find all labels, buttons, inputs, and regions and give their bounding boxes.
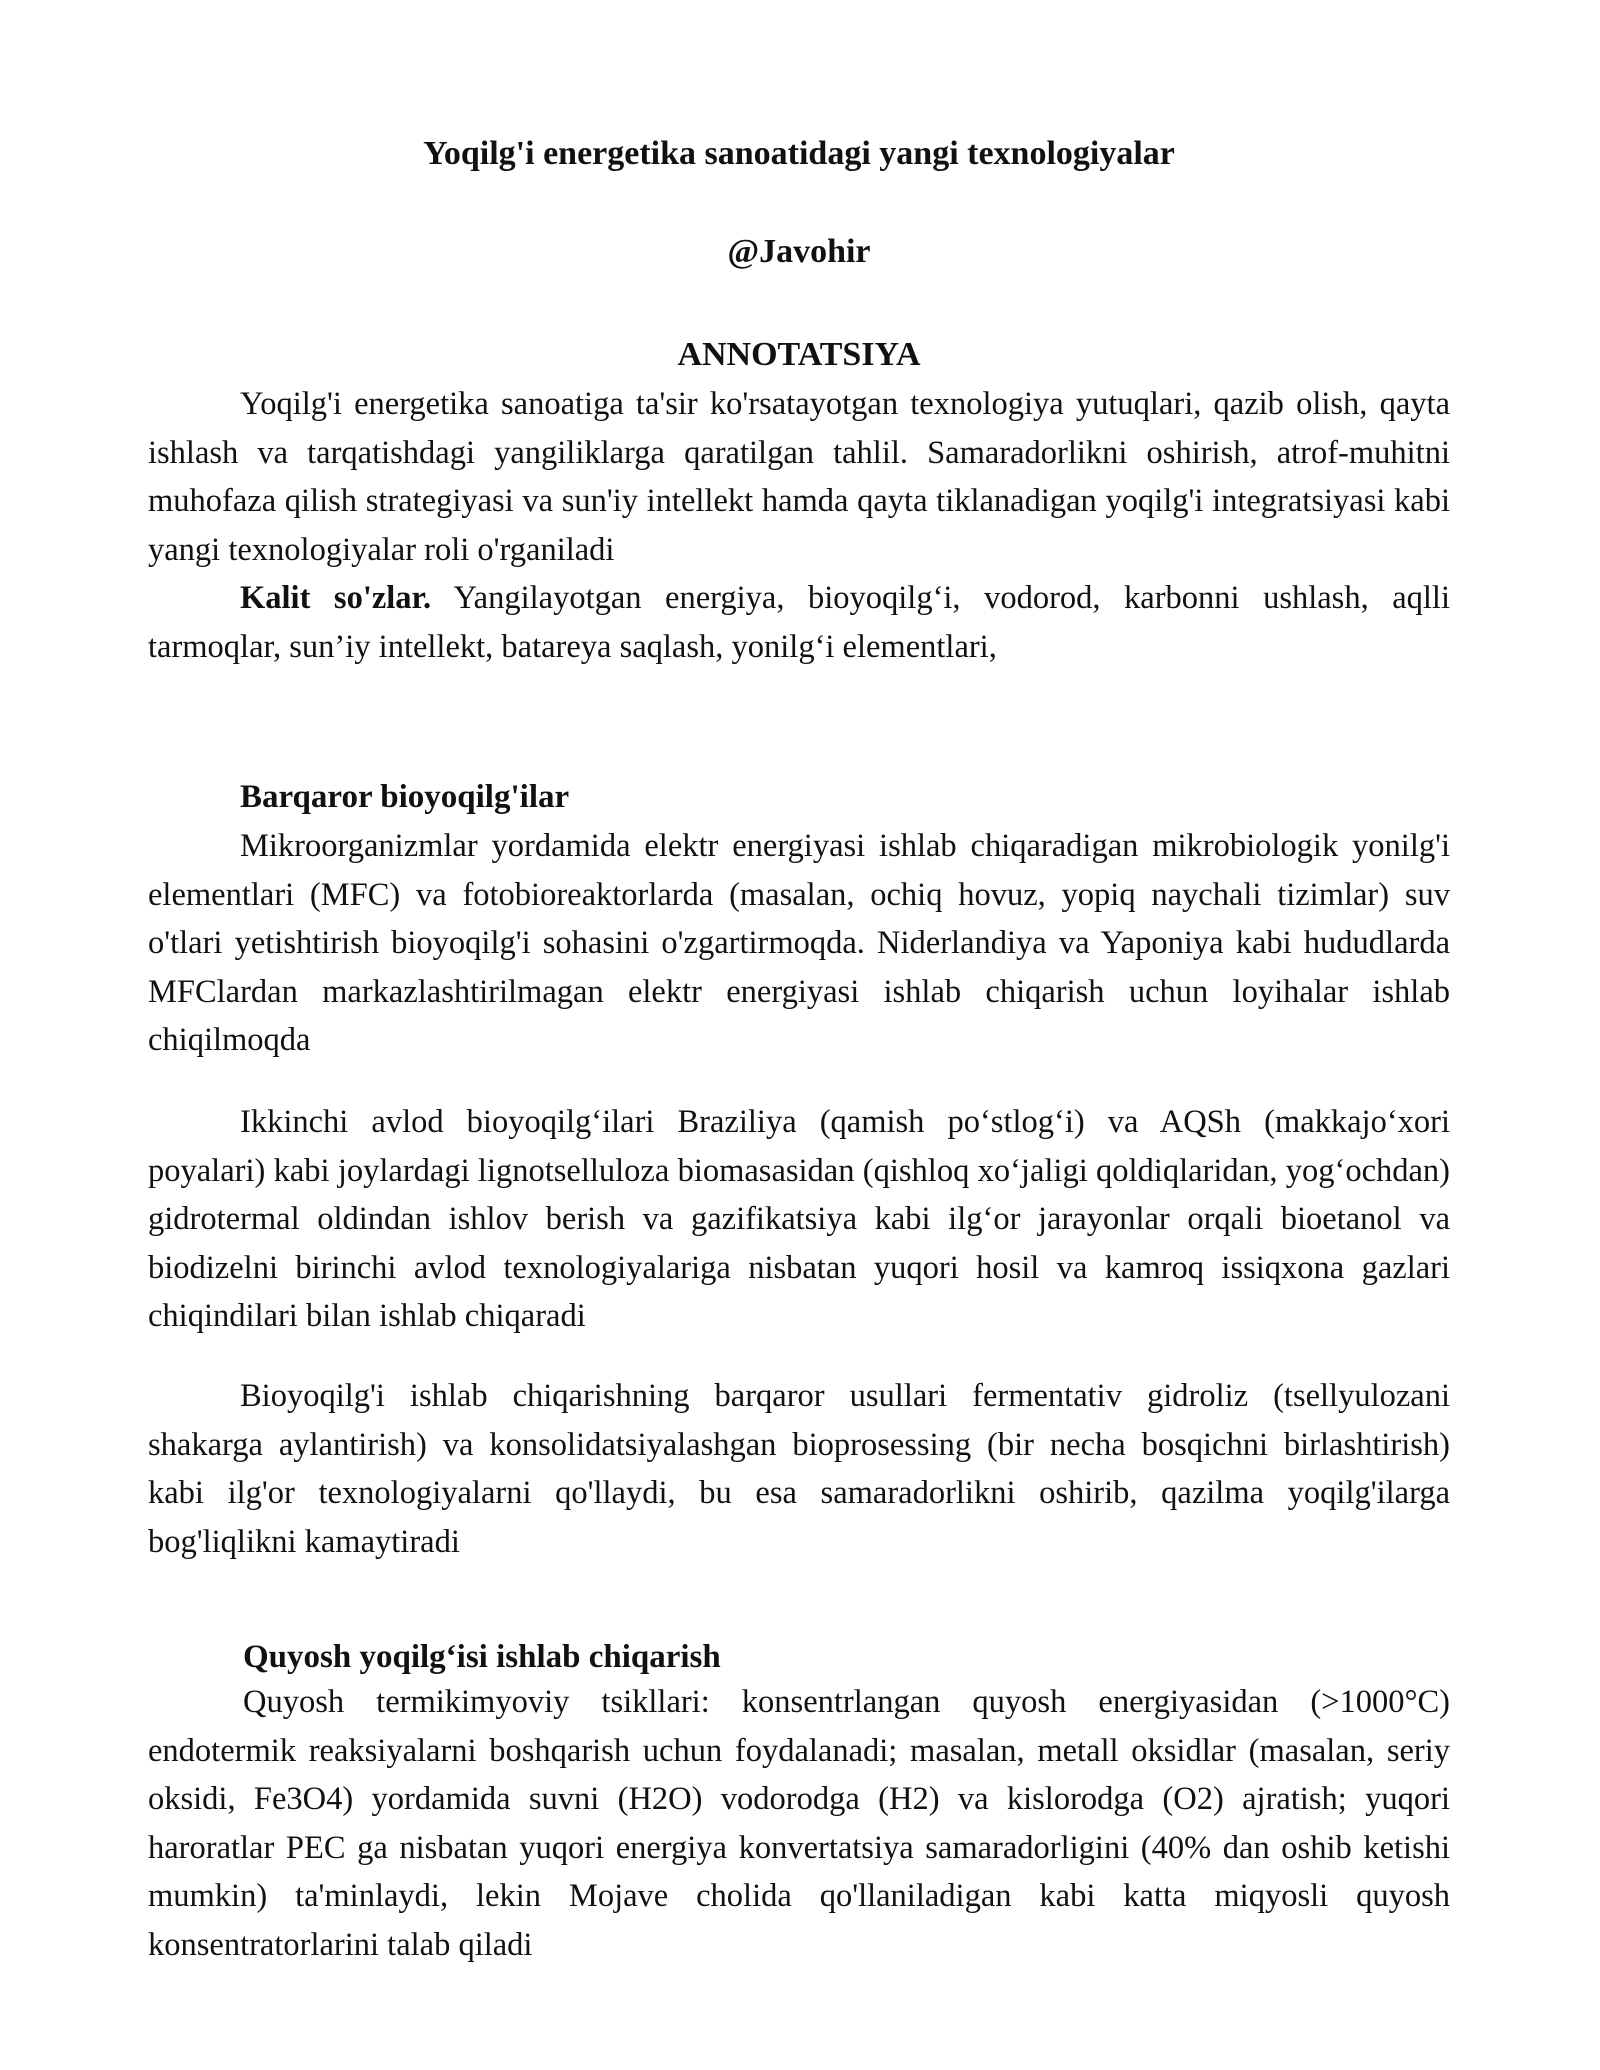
document-title: Yoqilg'i energetika sanoatidagi yangi texnologiyalar <box>423 135 1175 172</box>
section-paragraph: Ikkinchi avlod bioyoqilg‘ilari Braziliya (qamish po‘stlog‘i) va AQSh (makkajo‘xori poyalari) kabi joylardagi lignotselluloza biomasasidan (qishloq xo‘jaligi qoldiqlaridan, yog‘ochdan) gidrotermal oldindan ishlov berish va gazifikatsiya kabi ilg‘or jarayonlar orqali bioetanol va biodizelni birinchi avlod texnologiyalariga nisbatan yuqori hosil va kamroq issiqxona gazlari chiqindilari bilan ishlab chiqaradi <box>148 1104 1450 1334</box>
section-heading-solar-fuel: Quyosh yoqilg‘isi ishlab chiqarish <box>243 1639 721 1675</box>
section-paragraph: Bioyoqilg'i ishlab chiqarishning barqaror usullari fermentativ gidroliz (tsellyulozani shakarga aylantirish) va konsolidatsiyalashgan bioprosessing (bir necha bosqichni birlashtirish) kabi ilg'or texnologiyalarni qo'llaydi, bu esa samaradorlikni oshirib, qazilma yoqilg'ilarga bog'liqlikni kamaytiradi <box>148 1378 1450 1560</box>
section-heading-biofuels: Barqaror bioyoqilg'ilar <box>240 779 570 815</box>
annotation-paragraph: Yoqilg'i energetika sanoatiga ta'sir ko'rsatayotgan texnologiya yutuqlari, qazib olish, qayta ishlash va tarqatishdagi yangiliklarga qaratilgan tahlil. Samaradorlikni oshirish, atrof-muhitni muhofaza qilish strategiyasi va sun'iy intellekt hamda qayta tiklanadigan yoqilg'i integratsiyasi kabi yangi texnologiyalar roli o'rganiladi <box>148 386 1450 568</box>
annotation-heading: ANNOTATSIYA <box>677 336 921 373</box>
section-paragraph: Quyosh termikimyoviy tsikllari: konsentrlangan quyosh energiyasidan (>1000°C) endotermik reaksiyalarni boshqarish uchun foydalanadi; masalan, metall oksidlar (masalan, seriy oksidi, Fe3O4) yordamida suvni (H2O) vodorodga (H2) va kislorodga (O2) ajratish; yuqori haroratlar PEC ga nisbatan yuqori energiya konvertatsiya samaradorligini (40% dan oshib ketishi mumkin) ta'minlaydi, lekin Mojave cholida qo'llaniladigan kabi katta miqyosli quyosh konsentratorlarini talab qiladi <box>148 1684 1450 1963</box>
keywords-text: Yangilayotgan energiya, bioyoqilg‘i, vodorod, karbonni ushlash, aqlli tarmoqlar, sun’iy intellekt, batareya saqlash, yonilg‘i elementlari, <box>148 580 1450 665</box>
section-paragraph: Mikroorganizmlar yordamida elektr energiyasi ishlab chiqaradigan mikrobiologik yonilg'i elementlari (MFC) va fotobioreaktorlarda (masalan, ochiq hovuz, yopiq naychali tizimlar) suv o'tlari yetishtirish bioyoqilg'i sohasini o'zgartirmoqda. Niderlandiya va Yaponiya kabi hududlarda MFClardan markazlashtirilmagan elektr energiyasi ishlab chiqarish uchun loyihalar ishlab chiqilmoqda <box>148 828 1450 1058</box>
document-author: @Javohir <box>727 233 871 270</box>
keywords-paragraph <box>148 574 1450 671</box>
keywords-label: Kalit so'zlar. <box>240 580 432 616</box>
